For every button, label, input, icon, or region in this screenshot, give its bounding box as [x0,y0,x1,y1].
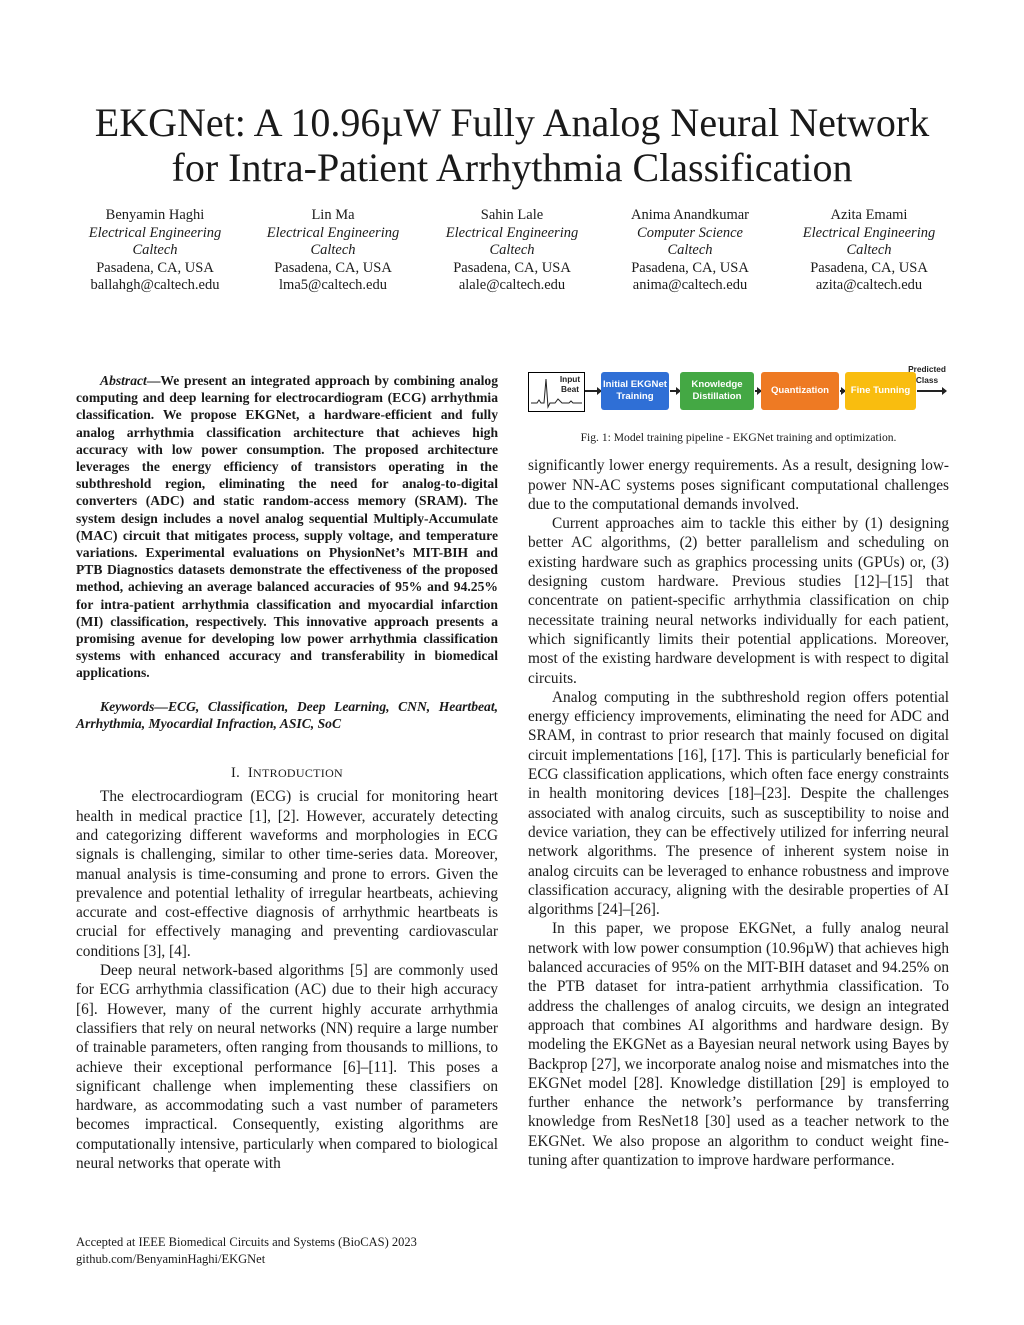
author-organization: Caltech [132,242,178,258]
body-paragraph: Analog computing in the subthreshold region offers potential energy efficiency improvements, eliminating the need for ADC and SRAM, in contrast to prior research that mainly focused on digital circuit implementations [16], [17]. This is particularly beneficial for ECG classification applications, which often face energy constraints in health monitoring devices [18]–[23]. Despite the challenges associated with analog circuits, such as susceptibility to noise and device variation, they can be effectively utilized for inferring neural network algorithms. The presence of inherent system noise in analog circuits can be leveraged to enhance robustness and improve classification accuracy, aligning with the desirable properties of AI algorithms [24]–[26]. [528,688,949,919]
author-department: Electrical Engineering [88,224,222,241]
right-column [528,364,949,1170]
author-department: Electrical Engineering [802,224,936,241]
author [779,207,959,295]
author-organization: Caltech [310,242,356,258]
author-email[interactable]: azita@caltech.edu [815,277,923,293]
stage-fine-tuning: Fine Tunning [845,372,916,410]
body-paragraph: Deep neural network-based algorithms [5] are commonly used for ECG arrhythmia classification (AC) due to their high accuracy [6]. However, many of the current highly accurate arrhythmia classifiers that rely on neural networks (NN) require a large number of trainable parameters, often ranging from thousands to millions, to achieve their exceptional performance [6]–[11]. This poses a significant challenge when implementing these classifiers on hardware, as accommodating such a vast number of parameters becomes impractical. Consequently, existing algorithms are computationally intensive, particularly when compared to biological neural networks that operate with [76,962,498,1172]
author-organization: Caltech [667,242,713,258]
footer-repo-link[interactable]: github.com/BenyaminHaghi/EKGNet [76,1251,266,1266]
arrow-icon [917,390,946,392]
author-name: Benyamin Haghi [105,207,205,223]
author-name: Lin Ma [311,207,355,223]
author-location: Pasadena, CA, USA [274,259,392,276]
pipeline-figure [528,364,949,422]
section-title: NTRODUCTION [253,766,344,781]
author-name: Sahin Lale [480,207,544,223]
abstract-text: —We present an integrated approach by combining analog computing and deep learning for electrocardiogram (ECG) arrhythmia classification. We propose EKGNet, a hardware-efficient and fully analog arrhythmia classification architecture that achieves high accuracy with low power consumption. The proposed architecture leverages the energy efficiency of transistors operating in the subthreshold region, eliminating the need for analog-to-digital converters (ADC) and static random-access memory (SRAM). The system design includes a novel analog sequential Multiply-Accumulate (MAC) circuit that mitigates process, supply voltage, and temperature variations. Experimental evaluations on PhysionNet’s MIT-BIH and PTB Diagnostics datasets demonstrate the effectiveness of the proposed method, achieving an average balanced accuracies of 95% and 94.25% for intra-patient arrhythmia classification and myocardial infarction (MI) classification, respectively. This innovative approach presents a promising avenue for developing low power arrhythmia classification systems with enhanced accuracy and transferability in biomedical applications. [76,373,498,681]
input-beat-box [528,372,585,412]
paper-title [40,100,984,190]
author-email[interactable]: anima@caltech.edu [632,277,748,293]
input-beat-label: Input Beat [559,374,581,394]
author [243,207,423,295]
arrow-icon [670,390,680,392]
section-number: I. [230,765,241,782]
title-line: for Intra-Patient Arrhythmia Classification [171,145,853,190]
stage-knowledge-distillation: Knowledge Distillation [680,372,754,410]
title-line: EKGNet: A 10.96µW Fully Analog Neural Network [94,100,930,145]
body-paragraph: significantly lower energy requirements. As a result, designing low-power NN-AC systems poses significant computational challenges due to the computational demands involved. [528,457,949,513]
left-column [76,372,498,1173]
author-location: Pasadena, CA, USA [810,259,928,276]
section-first-letter: I [247,765,254,782]
abstract-lead: Abstract [100,373,147,388]
author-name: Anima Anandkumar [631,207,749,223]
arrow-icon [585,390,601,392]
author-department: Computer Science [637,224,743,241]
author-department: Electrical Engineering [266,224,400,241]
author [600,207,780,295]
figure-caption: Fig. 1: Model training pipeline - EKGNet training and optimization. [580,431,897,444]
footer-note [76,1234,417,1267]
body-paragraph: Current approaches aim to tackle this either by (1) designing better AC algorithms, (2) better parallelism and scheduling on existing hardware such as graphics processing units (GPUs) or, (3) designing custom hardware. Previous studies [12]–[15] that concentrate on patient-specific arrhythmia classification on chip necessitate training neural networks individually for each patient, which significantly limits their potential applications. Moreover, most of the existing hardware development is with respect to digital circuits. [528,515,949,687]
author-email[interactable]: lma5@caltech.edu [279,277,387,293]
author-location: Pasadena, CA, USA [631,259,749,276]
author-name: Azita Emami [830,207,908,223]
footer-venue: Accepted at IEEE Biomedical Circuits and Systems (BioCAS) 2023 [76,1235,417,1249]
author-organization: Caltech [489,242,535,258]
author-department: Electrical Engineering [445,224,579,241]
author-email[interactable]: ballahgh@caltech.edu [90,277,220,293]
author-location: Pasadena, CA, USA [96,259,214,276]
keywords: Keywords—ECG, Classification, Deep Learning, CNN, Heartbeat, Arrhythmia, Myocardial Infraction, ASIC, SoC [76,698,498,731]
abstract [76,372,498,682]
predicted-class-label: Predicted Class [908,364,946,385]
author [65,207,245,295]
section-heading [76,764,498,783]
author-email[interactable]: alale@caltech.edu [458,277,566,293]
author-block [60,207,964,302]
author-location: Pasadena, CA, USA [453,259,571,276]
body-paragraph: In this paper, we propose EKGNet, a fully analog neural network with low power consumption (10.96µW) that achieves high balanced accuracies of 95% on the MIT-BIH dataset and 94.25% on the PTB dataset for intra-patient arrhythmia classification. To address the challenges of analog circuits, we design an integrated approach that combines AI algorithms and hardware design. By modeling the EKGNet as a Bayesian neural network using Bayes by Backprop [27], we incorporate analog noise and mismatches into the EKGNet model [28]. Knowledge distillation [29] is employed to further enhance the network’s performance by transferring knowledge from ResNet18 [30] used as a teacher network to the EKGNet. We also propose an algorithm to conduct weight fine-tuning after quantization to improve hardware performance. [528,920,949,1169]
author-organization: Caltech [846,242,892,258]
stage-quantization: Quantization [761,372,839,410]
stage-initial-training: Initial EKGNet Training [601,372,669,410]
author [422,207,602,295]
body-paragraph: The electrocardiogram (ECG) is crucial for monitoring heart health in medical practice [1], [2]. However, accurately detecting and categorizing different waveforms and morphologies in ECG signals is challenging, similar to other time-series data. Moreover, manual analysis is time-consuming and prone to errors. Given the prevalence and potential lethality of irregular heartbeats, achieving accurate and cost-effective diagnosis of arrhythmic heartbeats is crucial for effectively managing and preventing cardiovascular conditions [3], [4]. [76,788,498,960]
